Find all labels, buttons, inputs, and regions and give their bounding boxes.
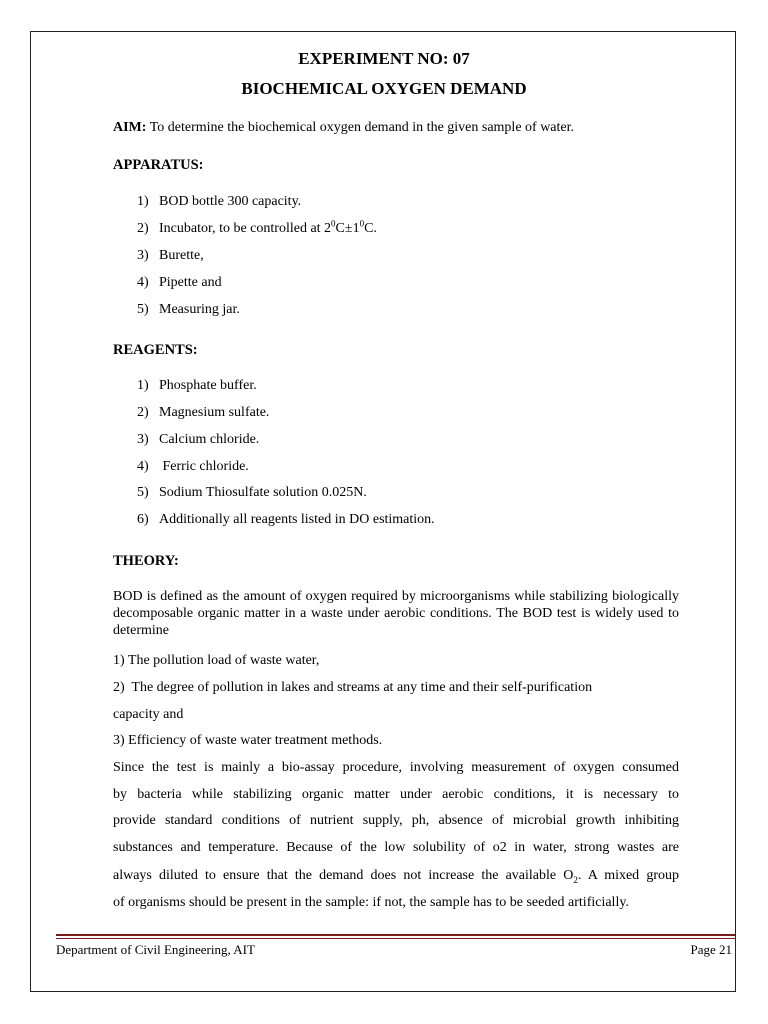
apparatus-heading: APPARATUS:: [113, 157, 204, 173]
theory-point: 2) The degree of pollution in lakes and streams at any time and their self-purification: [113, 680, 593, 695]
reagents-heading: REAGENTS:: [113, 342, 198, 358]
reagent-num: 2): [137, 405, 149, 420]
apparatus-item: Measuring jar.: [159, 302, 240, 317]
reagent-item: Sodium Thiosulfate solution 0.025N.: [159, 485, 367, 500]
apparatus-num: 3): [137, 248, 149, 263]
footer-rule: [56, 938, 735, 939]
theory-body-line: Since the test is mainly a bio-assay procedure, involving measurement of oxygen consumed: [113, 760, 679, 775]
aim-label: AIM:: [113, 120, 147, 135]
aim-text: To determine the biochemical oxygen demand in the given sample of water.: [149, 120, 575, 135]
theory-body-line: always diluted to ensure that the demand does not increase the available $O_2$. A mixed group: [113, 868, 679, 885]
footer-department: Department of Civil Engineering, AIT: [56, 942, 255, 957]
apparatus-num: 2): [137, 221, 149, 236]
reagent-num: 5): [137, 485, 149, 500]
footer-rule: [56, 934, 735, 936]
reagent-num: 6): [137, 512, 149, 527]
reagent-item: Calcium chloride.: [159, 432, 260, 447]
apparatus-item: Burette,: [159, 248, 204, 263]
apparatus-num: 1): [137, 194, 149, 209]
apparatus-num: 4): [137, 275, 149, 290]
theory-point: capacity and: [113, 707, 184, 722]
theory-point: 3) Efficiency of waste water treatment methods.: [113, 733, 383, 748]
theory-heading: THEORY:: [113, 553, 179, 569]
reagent-num: 1): [137, 378, 149, 393]
reagent-item: Additionally all reagents listed in DO estimation.: [159, 512, 435, 527]
reagent-item: Ferric chloride.: [159, 459, 249, 474]
apparatus-item: BOD bottle 300 capacity.: [159, 194, 302, 209]
reagent-item: Phosphate buffer.: [159, 378, 257, 393]
theory-body-line: provide standard conditions of nutrient supply, ph, absence of microbial growth inhibiting: [113, 813, 679, 828]
theory-body-line: by bacteria while stabilizing organic matter under aerobic conditions, it is necessary to: [113, 787, 679, 802]
apparatus-item: Incubator, to be controlled at $2^0C\pm 1^0C$.: [159, 218, 377, 236]
experiment-title: BIOCHEMICAL OXYGEN DEMAND: [241, 79, 527, 98]
reagent-num: 4): [137, 459, 149, 474]
reagent-item: Magnesium sulfate.: [159, 405, 270, 420]
reagent-num: 3): [137, 432, 149, 447]
theory-body-line: of organisms should be present in the sample: if not, the sample has to be seeded artificially.: [113, 895, 629, 910]
apparatus-item: Pipette and: [159, 275, 222, 290]
experiment-number: EXPERIMENT NO: 07: [298, 49, 470, 68]
footer-page-number: Page 21: [690, 942, 732, 957]
apparatus-num: 5): [137, 302, 149, 317]
theory-point: 1) The pollution load of waste water,: [113, 653, 320, 668]
theory-body-line: substances and temperature. Because of the low solubility of o2 in water, strong wastes are: [113, 840, 679, 855]
aim-line: [113, 120, 574, 136]
theory-intro: BOD is defined as the amount of oxygen required by microorganisms while stabilizing biologically decomposable organic matter in a waste under aerobic conditions. The BOD test is widely used to determine: [113, 589, 679, 638]
